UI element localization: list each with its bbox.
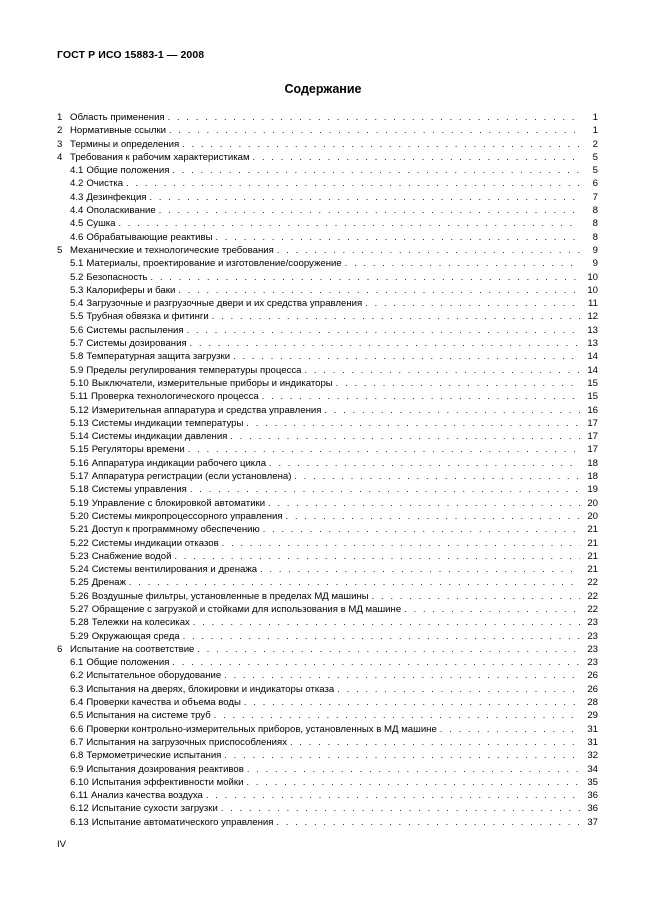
- toc-entry-number: 5.9: [70, 364, 84, 376]
- toc-entry-page: 16: [587, 404, 598, 416]
- toc-entry-page: 13: [587, 338, 598, 350]
- toc-entry-number: 5.1: [70, 258, 84, 270]
- toc-entry-page: 7: [592, 191, 598, 203]
- toc-entry-title: Общие положения: [86, 165, 170, 177]
- toc-leader-dots: [172, 656, 580, 669]
- toc-entry[interactable]: [57, 497, 598, 510]
- toc-entry-title: Проверки контрольно-измерительных приборов, установленных в МД машине: [86, 723, 437, 735]
- toc-entry-number: 4.5: [70, 218, 84, 230]
- toc-entry-title: Анализ качества воздуха: [90, 790, 203, 802]
- toc-entry-page: 23: [587, 630, 598, 642]
- toc-entry-page: 23: [587, 617, 598, 629]
- toc-entry[interactable]: [57, 709, 598, 722]
- toc-entry[interactable]: [57, 151, 598, 164]
- toc-entry-page: 10: [587, 271, 598, 283]
- toc-entry[interactable]: [57, 257, 598, 270]
- toc-entry-page: 1: [592, 112, 598, 123]
- toc-entry-title: Очистка: [86, 178, 124, 190]
- toc-entry-number: 6.13: [70, 816, 89, 828]
- toc-leader-dots: [168, 111, 580, 124]
- toc-entry[interactable]: [57, 217, 598, 230]
- toc-leader-dots: [246, 776, 580, 789]
- toc-entry-page: 15: [587, 391, 598, 403]
- toc-entry[interactable]: [57, 590, 598, 603]
- toc-entry-title: Дезинфекция: [86, 191, 147, 203]
- toc-entry[interactable]: [57, 271, 598, 284]
- toc-entry-page: 8: [592, 205, 598, 217]
- toc-leader-dots: [190, 483, 580, 496]
- toc-entry-title: Системы вентилирования и дренажа: [91, 564, 258, 576]
- toc-entry-title: Системы распыления: [86, 324, 184, 336]
- toc-entry-title: Проверка технологического процесса: [90, 391, 259, 403]
- toc-leader-dots: [150, 191, 581, 204]
- toc-entry[interactable]: [57, 616, 598, 629]
- toc-entry-number: 6.2: [70, 670, 84, 682]
- toc-entry[interactable]: [57, 576, 598, 589]
- toc-entry[interactable]: [57, 630, 598, 643]
- toc-entry[interactable]: [57, 364, 598, 377]
- toc-leader-dots: [277, 244, 580, 257]
- toc-entry[interactable]: [57, 177, 598, 190]
- toc-leader-dots: [178, 284, 580, 297]
- toc-entry-title: Общие положения: [86, 657, 170, 669]
- toc-leader-dots: [294, 470, 580, 483]
- toc-entry[interactable]: [57, 390, 598, 403]
- toc-entry[interactable]: [57, 111, 598, 124]
- toc-leader-dots: [337, 683, 580, 696]
- toc-leader-dots: [197, 643, 580, 656]
- toc-entry-number: 6.10: [70, 776, 89, 788]
- toc-entry[interactable]: [57, 563, 598, 576]
- toc-entry[interactable]: [57, 430, 598, 443]
- toc-entry-page: 19: [587, 484, 598, 496]
- toc-leader-dots: [172, 164, 580, 177]
- toc-entry-page: 31: [587, 736, 598, 748]
- toc-entry-number: 6.5: [70, 710, 84, 722]
- toc-leader-dots: [230, 430, 580, 443]
- toc-leader-dots: [336, 377, 580, 390]
- toc-entry-number: 5.24: [70, 564, 89, 576]
- toc-entry-number: 5.21: [70, 524, 89, 536]
- toc-entry-page: 9: [592, 244, 598, 256]
- toc-entry-page: 28: [587, 697, 598, 709]
- toc-leader-dots: [190, 337, 580, 350]
- toc-entry-title: Окружающая среда: [91, 630, 180, 642]
- toc-entry-number: 6.1: [70, 657, 84, 669]
- toc-entry-title: Системы индикации давления: [91, 431, 228, 443]
- toc-entry-title: Испытания на загрузочных приспособлениях: [86, 736, 287, 748]
- toc-leader-dots: [345, 257, 580, 270]
- toc-entry-page: 14: [587, 351, 598, 363]
- toc-entry[interactable]: [57, 417, 598, 430]
- toc-entry-number: 2: [57, 125, 63, 137]
- toc-entry-page: 20: [587, 510, 598, 522]
- toc-entry-title: Термометрические испытания: [86, 750, 222, 762]
- toc-entry-number: 5.27: [70, 603, 89, 615]
- toc-entry[interactable]: [57, 763, 598, 776]
- toc-leader-dots: [269, 457, 580, 470]
- toc-entry-title: Испытания эффективности мойки: [91, 776, 244, 788]
- toc-entry-number: 1: [57, 112, 63, 123]
- toc-entry-title: Ополаскивание: [86, 205, 156, 217]
- toc-leader-dots: [290, 736, 580, 749]
- toc-entry[interactable]: [57, 603, 598, 616]
- toc-entry-number: 5.5: [70, 311, 84, 323]
- toc-entry[interactable]: [57, 696, 598, 709]
- toc-entry-title: Измерительная аппаратура и средства управления: [91, 404, 322, 416]
- toc-leader-dots: [440, 723, 580, 736]
- toc-leader-dots: [188, 443, 580, 456]
- toc-entry-page: 32: [587, 750, 598, 762]
- toc-leader-dots: [222, 537, 580, 550]
- toc-entry[interactable]: [57, 537, 598, 550]
- toc-entry-number: 5.6: [70, 324, 84, 336]
- toc-entry[interactable]: [57, 231, 598, 244]
- toc-entry[interactable]: [57, 816, 598, 829]
- toc-entry-number: 5.14: [70, 431, 89, 443]
- toc-entry[interactable]: [57, 776, 598, 789]
- toc-entry-title: Обрабатывающие реактивы: [86, 231, 213, 243]
- toc-entry[interactable]: [57, 789, 598, 802]
- toc-entry[interactable]: [57, 324, 598, 337]
- toc-entry-number: 5.19: [70, 497, 89, 509]
- toc-entry-page: 37: [587, 816, 598, 828]
- toc-leader-dots: [365, 297, 580, 310]
- toc-leader-dots: [268, 497, 580, 510]
- toc-leader-dots: [151, 271, 580, 284]
- toc-entry-title: Снабжение водой: [91, 550, 172, 562]
- toc-leader-dots: [244, 696, 580, 709]
- toc-entry[interactable]: [57, 749, 598, 762]
- toc-entry[interactable]: [57, 350, 598, 363]
- toc-leader-dots: [372, 590, 580, 603]
- toc-leader-dots: [221, 802, 580, 815]
- toc-entry[interactable]: [57, 669, 598, 682]
- toc-entry-title: Испытательное оборудование: [86, 670, 222, 682]
- toc-leader-dots: [183, 630, 580, 643]
- toc-entry-title: Аппаратура регистрации (если установлена): [91, 471, 292, 483]
- toc-entry-page: 11: [588, 298, 598, 310]
- toc-entry-number: 5.20: [70, 510, 89, 522]
- toc-leader-dots: [212, 310, 580, 323]
- page-title: Содержание: [284, 82, 362, 96]
- toc-entry-page: 12: [587, 311, 598, 323]
- toc-entry[interactable]: [57, 523, 598, 536]
- toc-entry-title: Трубная обвязка и фитинги: [86, 311, 209, 323]
- toc-entry-title: Системы управления: [91, 484, 187, 496]
- toc-entry-title: Температурная защита загрузки: [86, 351, 231, 363]
- toc-entry-page: 26: [587, 670, 598, 682]
- toc-entry-number: 4.4: [70, 205, 84, 217]
- toc-entry-number: 5.8: [70, 351, 84, 363]
- toc-entry-title: Механические и технологические требования: [70, 244, 274, 256]
- toc-entry-page: 31: [587, 723, 598, 735]
- toc-leader-dots: [159, 204, 580, 217]
- toc-entry-number: 5: [57, 244, 63, 256]
- toc-entry[interactable]: [57, 191, 598, 204]
- toc-leader-dots: [129, 576, 580, 589]
- toc-entry[interactable]: [57, 656, 598, 669]
- toc-leader-dots: [262, 390, 580, 403]
- toc-entry-title: Системы дозирования: [86, 338, 187, 350]
- toc-entry-number: 5.2: [70, 271, 84, 283]
- toc-entry[interactable]: [57, 510, 598, 523]
- toc-leader-dots: [216, 231, 581, 244]
- toc-entry-page: 5: [592, 151, 598, 163]
- toc-entry-number: 5.25: [70, 577, 89, 589]
- toc-leader-dots: [286, 510, 580, 523]
- toc-leader-dots: [187, 324, 580, 337]
- toc-entry[interactable]: [57, 297, 598, 310]
- toc-entry-page: 36: [587, 803, 598, 815]
- toc-leader-dots: [305, 364, 580, 377]
- toc-entry-title: Дренаж: [91, 577, 126, 589]
- toc-entry-page: 21: [587, 550, 598, 562]
- toc-entry-number: 5.28: [70, 617, 89, 629]
- toc-entry-page: 18: [587, 471, 598, 483]
- toc-entry[interactable]: [57, 244, 598, 257]
- toc-entry-number: 5.23: [70, 550, 89, 562]
- toc-entry-number: 4: [57, 151, 63, 163]
- toc-entry-number: 5.16: [70, 457, 89, 469]
- toc-entry[interactable]: [57, 470, 598, 483]
- toc-entry[interactable]: [57, 643, 598, 656]
- toc-entry-title: Выключатели, измерительные приборы и индикаторы: [91, 377, 333, 389]
- table-of-contents: [57, 111, 598, 829]
- toc-entry-number: 6.9: [70, 763, 84, 775]
- toc-entry[interactable]: [57, 443, 598, 456]
- toc-entry-title: Тележки на колесиках: [91, 617, 190, 629]
- toc-entry-number: 5.17: [70, 471, 89, 483]
- page-number: IV: [57, 839, 67, 850]
- toc-entry[interactable]: [57, 550, 598, 563]
- toc-entry-title: Требования к рабочим характеристикам: [70, 151, 250, 163]
- toc-entry-page: 20: [587, 497, 598, 509]
- toc-leader-dots: [224, 749, 580, 762]
- toc-leader-dots: [404, 603, 580, 616]
- toc-entry-page: 17: [587, 417, 598, 429]
- toc-entry[interactable]: [57, 284, 598, 297]
- toc-leader-dots: [253, 151, 580, 164]
- toc-leader-dots: [224, 669, 580, 682]
- toc-entry-page: 8: [592, 231, 598, 243]
- toc-entry[interactable]: [57, 337, 598, 350]
- toc-entry-title: Системы микропроцессорного управления: [91, 510, 283, 522]
- toc-entry-number: 5.7: [70, 338, 84, 350]
- toc-entry-title: Воздушные фильтры, установленные в пределах МД машины: [91, 590, 369, 602]
- toc-entry[interactable]: [57, 204, 598, 217]
- toc-entry-title: Область применения: [70, 112, 165, 123]
- toc-leader-dots: [246, 417, 580, 430]
- toc-entry[interactable]: [57, 457, 598, 470]
- toc-entry-page: 29: [587, 710, 598, 722]
- toc-entry-title: Испытание автоматического управления: [91, 816, 274, 828]
- toc-leader-dots: [119, 217, 580, 230]
- toc-entry-number: 5.22: [70, 537, 89, 549]
- toc-leader-dots: [169, 124, 580, 137]
- toc-entry-title: Безопасность: [86, 271, 148, 283]
- toc-entry-number: 6.11: [70, 790, 88, 802]
- toc-entry-number: 5.15: [70, 444, 89, 456]
- toc-entry-page: 36: [587, 790, 598, 802]
- toc-entry[interactable]: [57, 124, 598, 137]
- toc-entry-number: 4.1: [70, 165, 84, 177]
- toc-entry-number: 4.2: [70, 178, 84, 190]
- toc-entry-page: 34: [587, 763, 598, 775]
- toc-entry-title: Термины и определения: [70, 138, 180, 150]
- toc-entry-title: Испытание сухости загрузки: [91, 803, 218, 815]
- toc-entry-page: 2: [592, 138, 598, 150]
- toc-entry-title: Испытания на дверях, блокировки и индикаторы отказа: [86, 683, 335, 695]
- toc-entry-page: 26: [587, 683, 598, 695]
- toc-entry[interactable]: [57, 310, 598, 323]
- toc-entry-number: 4.3: [70, 191, 84, 203]
- toc-entry-page: 22: [587, 577, 598, 589]
- toc-leader-dots: [276, 816, 580, 829]
- toc-entry-number: 5.10: [70, 377, 89, 389]
- toc-entry-number: 6: [57, 643, 63, 655]
- toc-entry-title: Материалы, проектирование и изготовление/сооружение: [86, 258, 342, 270]
- toc-entry-title: Калориферы и баки: [86, 284, 176, 296]
- toc-entry-number: 5.12: [70, 404, 89, 416]
- toc-entry-title: Проверки качества и объема воды: [86, 697, 241, 709]
- toc-entry-title: Испытания на системе труб: [86, 710, 211, 722]
- toc-entry-page: 21: [587, 564, 598, 576]
- toc-entry[interactable]: [57, 483, 598, 496]
- toc-entry-page: 10: [587, 284, 598, 296]
- toc-entry-page: 18: [587, 457, 598, 469]
- toc-entry-page: 5: [592, 165, 598, 177]
- toc-entry-page: 23: [587, 643, 598, 655]
- toc-entry-page: 14: [587, 364, 598, 376]
- toc-entry-title: Сушка: [86, 218, 116, 230]
- toc-leader-dots: [263, 523, 580, 536]
- toc-entry-title: Регуляторы времени: [91, 444, 185, 456]
- toc-entry-number: 6.4: [70, 697, 84, 709]
- toc-entry-number: 6.3: [70, 683, 84, 695]
- toc-entry-page: 35: [587, 776, 598, 788]
- toc-entry-title: Системы индикации отказов: [91, 537, 219, 549]
- toc-entry-number: 5.11: [70, 391, 88, 403]
- toc-entry-page: 8: [592, 218, 598, 230]
- toc-entry-page: 1: [592, 125, 598, 137]
- toc-entry-page: 22: [587, 590, 598, 602]
- toc-entry-title: Управление с блокировкой автоматики: [91, 497, 266, 509]
- toc-entry-number: 4.6: [70, 231, 84, 243]
- toc-leader-dots: [206, 789, 580, 802]
- toc-entry-title: Системы индикации температуры: [91, 417, 244, 429]
- toc-entry-number: 3: [57, 138, 63, 150]
- toc-entry-title: Нормативные ссылки: [70, 125, 167, 137]
- toc-entry[interactable]: [57, 404, 598, 417]
- toc-entry[interactable]: [57, 164, 598, 177]
- toc-entry-number: 5.29: [70, 630, 89, 642]
- toc-entry[interactable]: [57, 723, 598, 736]
- toc-entry[interactable]: [57, 736, 598, 749]
- toc-leader-dots: [324, 404, 580, 417]
- toc-entry-page: 22: [587, 603, 598, 615]
- toc-entry-page: 21: [587, 524, 598, 536]
- toc-entry-page: 13: [587, 324, 598, 336]
- toc-entry[interactable]: [57, 802, 598, 815]
- toc-leader-dots: [126, 177, 580, 190]
- toc-entry-number: 6.6: [70, 723, 84, 735]
- toc-entry-page: 21: [587, 537, 598, 549]
- toc-entry-number: 5.4: [70, 298, 84, 310]
- toc-entry-page: 9: [592, 258, 598, 270]
- toc-entry-number: 6.7: [70, 736, 84, 748]
- toc-entry-title: Пределы регулирования температуры процесса: [86, 364, 302, 376]
- toc-entry-number: 5.13: [70, 417, 89, 429]
- toc-entry-title: Обращение с загрузкой и стойками для использования в МД машине: [91, 603, 402, 615]
- toc-entry-number: 5.18: [70, 484, 89, 496]
- toc-entry[interactable]: [57, 683, 598, 696]
- toc-entry-number: 6.12: [70, 803, 89, 815]
- toc-entry-number: 5.26: [70, 590, 89, 602]
- toc-leader-dots: [182, 138, 580, 151]
- toc-leader-dots: [247, 763, 580, 776]
- toc-entry-title: Загрузочные и разгрузочные двери и их средства управления: [86, 298, 363, 310]
- toc-entry-title: Аппаратура индикации рабочего цикла: [91, 457, 267, 469]
- toc-entry-title: Испытания дозирования реактивов: [86, 763, 244, 775]
- toc-entry[interactable]: [57, 138, 598, 151]
- document-header: ГОСТ Р ИСО 15883-1 — 2008: [57, 49, 205, 61]
- toc-entry-page: 6: [592, 178, 598, 190]
- toc-entry-page: 15: [587, 377, 598, 389]
- toc-entry-page: 17: [587, 444, 598, 456]
- toc-entry-page: 17: [587, 431, 598, 443]
- toc-entry-number: 6.8: [70, 750, 84, 762]
- toc-entry-page: 23: [587, 657, 598, 669]
- toc-entry-title: Доступ к программному обеспечению: [91, 524, 260, 536]
- toc-entry-number: 5.3: [70, 284, 84, 296]
- toc-leader-dots: [214, 709, 580, 722]
- toc-leader-dots: [260, 563, 580, 576]
- toc-leader-dots: [193, 616, 580, 629]
- toc-entry-title: Испытание на соответствие: [70, 643, 195, 655]
- toc-leader-dots: [174, 550, 580, 563]
- toc-leader-dots: [233, 350, 580, 363]
- toc-entry[interactable]: [57, 377, 598, 390]
